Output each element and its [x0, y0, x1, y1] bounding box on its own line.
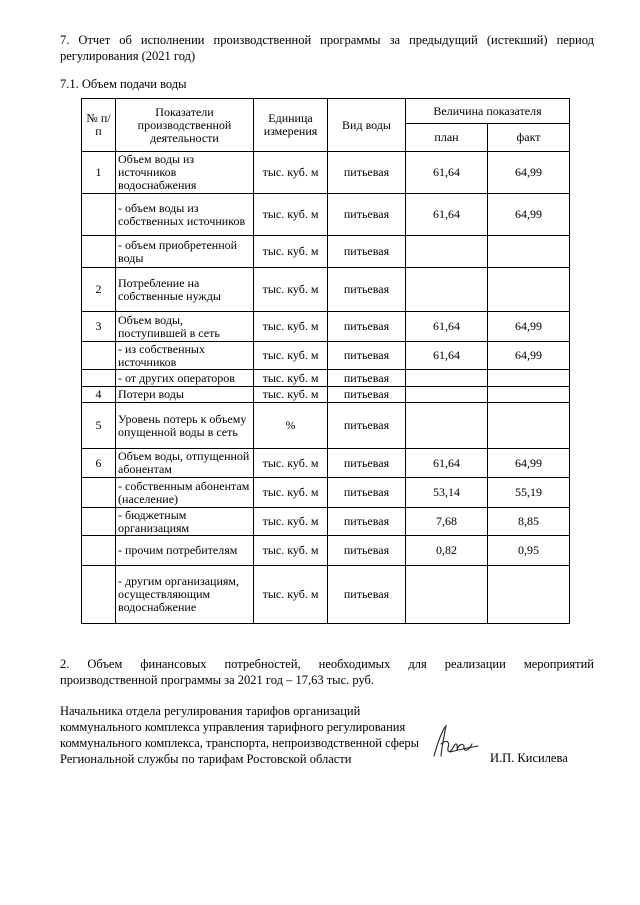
cell-unit: тыс. куб. м: [254, 194, 328, 236]
cell-fact: [488, 387, 570, 403]
cell-plan: [406, 370, 488, 387]
cell-name: Уровень потерь к объему опущенной воды в сеть: [116, 403, 254, 449]
table-row: [82, 403, 570, 449]
cell-plan: 7,68: [406, 508, 488, 536]
cell-name: - от других операторов: [116, 370, 254, 387]
cell-fact: [488, 566, 570, 624]
cell-unit: тыс. куб. м: [254, 478, 328, 508]
cell-fact: 64,99: [488, 194, 570, 236]
cell-kind: питьевая: [328, 194, 406, 236]
table-row: [82, 478, 570, 508]
cell-plan: [406, 387, 488, 403]
cell-num: [82, 236, 116, 268]
cell-kind: питьевая: [328, 536, 406, 566]
cell-unit: тыс. куб. м: [254, 566, 328, 624]
section-7-heading: [60, 32, 594, 64]
cell-plan: [406, 403, 488, 449]
cell-kind: питьевая: [328, 508, 406, 536]
cell-kind: питьевая: [328, 312, 406, 342]
signatory-name: И.П. Кисилева: [490, 751, 568, 765]
cell-num: 2: [82, 268, 116, 312]
cell-plan: 61,64: [406, 194, 488, 236]
cell-num: [82, 508, 116, 536]
cell-kind: питьевая: [328, 152, 406, 194]
signatory-line-3: коммунального комплекса, транспорта, непроизводственной сферы: [60, 736, 420, 750]
table-row: [82, 387, 570, 403]
cell-unit: %: [254, 403, 328, 449]
section-2-line-2: производственной программы за 2021 год – 17,63 тыс. руб.: [60, 673, 375, 687]
table-row: [82, 566, 570, 624]
cell-num: 5: [82, 403, 116, 449]
section-2-line-1: 2. Объем финансовых потребностей, необходимых для реализации мероприятий: [60, 657, 594, 671]
cell-name: - бюджетным организациям: [116, 508, 254, 536]
cell-kind: питьевая: [328, 449, 406, 478]
cell-unit: тыс. куб. м: [254, 387, 328, 403]
cell-unit: тыс. куб. м: [254, 236, 328, 268]
table-row: [82, 236, 570, 268]
table-row: [82, 508, 570, 536]
header-plan: план: [406, 124, 488, 152]
cell-num: [82, 566, 116, 624]
cell-unit: тыс. куб. м: [254, 342, 328, 370]
cell-fact: 64,99: [488, 152, 570, 194]
cell-num: [82, 536, 116, 566]
cell-plan: [406, 566, 488, 624]
cell-kind: питьевая: [328, 478, 406, 508]
header-num: № п/п: [82, 99, 116, 152]
cell-kind: питьевая: [328, 268, 406, 312]
table-row: [82, 152, 570, 194]
cell-kind: питьевая: [328, 403, 406, 449]
cell-fact: 64,99: [488, 449, 570, 478]
cell-fact: 8,85: [488, 508, 570, 536]
section-7-line-2: регулирования (2021 год): [60, 49, 196, 63]
cell-name: - собственным абонентам (население): [116, 478, 254, 508]
signatory-line-1: Начальника отдела регулирования тарифов организаций: [60, 704, 361, 718]
cell-name: Потери воды: [116, 387, 254, 403]
cell-plan: 61,64: [406, 342, 488, 370]
cell-name: Объем воды, поступившей в сеть: [116, 312, 254, 342]
cell-unit: тыс. куб. м: [254, 268, 328, 312]
section-7-line-1: 7. Отчет об исполнении производственной программы за предыдущий (истекший) период: [60, 33, 594, 47]
cell-unit: тыс. куб. м: [254, 312, 328, 342]
header-water-type: Вид воды: [328, 99, 406, 152]
cell-name: - из собственных источников: [116, 342, 254, 370]
table-row: [82, 342, 570, 370]
cell-kind: питьевая: [328, 236, 406, 268]
cell-plan: [406, 268, 488, 312]
cell-fact: 0,95: [488, 536, 570, 566]
cell-num: [82, 478, 116, 508]
cell-plan: 0,82: [406, 536, 488, 566]
cell-num: [82, 194, 116, 236]
cell-name: Потребление на собственные нужды: [116, 268, 254, 312]
cell-name: - другим организациям, осуществляющим водоснабжение: [116, 566, 254, 624]
cell-plan: 61,64: [406, 152, 488, 194]
cell-kind: питьевая: [328, 566, 406, 624]
cell-num: 6: [82, 449, 116, 478]
cell-fact: 55,19: [488, 478, 570, 508]
cell-plan: 61,64: [406, 312, 488, 342]
signatory-line-4: Региональной службы по тарифам Ростовской области: [60, 752, 352, 766]
table-row: [82, 268, 570, 312]
cell-kind: питьевая: [328, 342, 406, 370]
cell-fact: [488, 370, 570, 387]
cell-num: [82, 342, 116, 370]
cell-unit: тыс. куб. м: [254, 508, 328, 536]
signatory-line-2: коммунального комплекса управления тарифного регулирования: [60, 720, 406, 734]
cell-plan: 53,14: [406, 478, 488, 508]
table-row: [82, 312, 570, 342]
cell-fact: [488, 268, 570, 312]
cell-fact: 64,99: [488, 342, 570, 370]
section-7-1-title: 7.1. Объем подачи воды: [60, 77, 187, 91]
cell-kind: питьевая: [328, 370, 406, 387]
cell-name: Объем воды из источников водоснабжения: [116, 152, 254, 194]
table-row: [82, 536, 570, 566]
cell-unit: тыс. куб. м: [254, 449, 328, 478]
cell-fact: [488, 403, 570, 449]
cell-unit: тыс. куб. м: [254, 370, 328, 387]
handwritten-signature: [428, 722, 480, 762]
header-value-group: Величина показателя: [406, 99, 570, 124]
header-fact: факт: [488, 124, 570, 152]
water-supply-table: [81, 98, 570, 624]
header-unit: Единица измерения: [254, 99, 328, 152]
cell-fact: 64,99: [488, 312, 570, 342]
cell-name: - прочим потребителям: [116, 536, 254, 566]
section-2-paragraph: [60, 656, 594, 688]
cell-num: [82, 370, 116, 387]
cell-name: Объем воды, отпущенной абонентам: [116, 449, 254, 478]
cell-unit: тыс. куб. м: [254, 152, 328, 194]
cell-unit: тыс. куб. м: [254, 536, 328, 566]
table-row: [82, 370, 570, 387]
cell-fact: [488, 236, 570, 268]
cell-kind: питьевая: [328, 387, 406, 403]
table-row: [82, 449, 570, 478]
signatory-title: [60, 703, 460, 767]
table-row: [82, 194, 570, 236]
cell-num: 4: [82, 387, 116, 403]
cell-num: 3: [82, 312, 116, 342]
cell-name: - объем приобретенной воды: [116, 236, 254, 268]
cell-plan: 61,64: [406, 449, 488, 478]
cell-num: 1: [82, 152, 116, 194]
cell-plan: [406, 236, 488, 268]
cell-name: - объем воды из собственных источников: [116, 194, 254, 236]
header-indicator: Показатели производственной деятельности: [116, 99, 254, 152]
